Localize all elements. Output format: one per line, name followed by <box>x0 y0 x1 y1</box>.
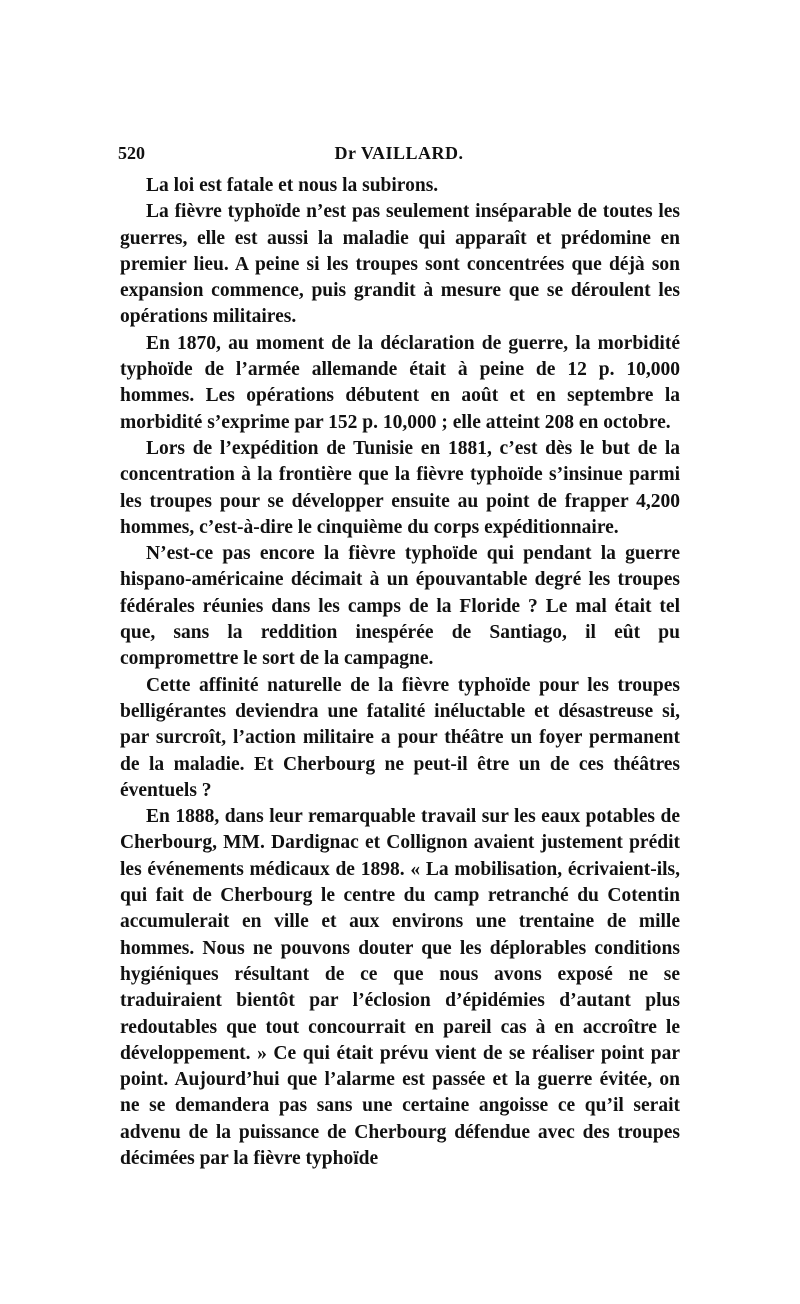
page-number: 520 <box>118 143 145 163</box>
running-head <box>118 143 680 169</box>
body-text <box>120 173 680 1172</box>
paragraph: En 1870, au moment de la déclaration de guerre, la morbidité typhoïde de l’armée allemande était à peine de 12 p. 10,000 hommes. Les opérations débutent en août et en septembre la morbidité s’exprime par 152 p. 10,000 ; elle atteint 208 en octobre. <box>120 332 680 433</box>
paragraph: La fièvre typhoïde n’est pas seulement inséparable de toutes les guerres, elle est aussi la maladie qui apparaît et prédomine en premier lieu. A peine si les troupes sont concentrées que déjà son expansion commence, puis grandit à mesure que se déroulent les opérations militaires. <box>120 201 680 328</box>
paragraph: La loi est fatale et nous la subirons. <box>146 175 439 196</box>
paragraph: Lors de l’expédition de Tunisie en 1881, c’est dès le but de la concentration à la frontière que la fièvre typhoïde s’insinue parmi les troupes pour se développer ensuite au point de frapper 4,200 hommes, c’est-à-dire le cinquième du corps expéditionnaire. <box>120 437 680 538</box>
paragraph: En 1888, dans leur remarquable travail sur les eaux potables de Cherbourg, MM. Dardignac et Collignon avaient justement prédit les événements médicaux de 1898. « La mobilisation, écrivaient-ils, qui fait de Cherbourg le centre du camp retranché du Cotentin accumulerait en ville et aux environs une trentaine de mille hommes. Nous ne pouvons douter que les déplorables conditions hygiéniques résultant de ce que nous avons exposé ne se traduiraient bientôt par l’éclosion d’épidémies d’autant plus redoutables que tout concourrait en pareil cas à en accroître le développement. » Ce qui était prévu vient de se réaliser point par point. Aujourd’hui que l’alarme est passée et la guerre évitée, on ne se demandera pas sans une certaine angoisse ce qu’il serait advenu de la puissance de Cherbourg défendue avec des troupes décimées par la fièvre typhoïde <box>120 806 680 1169</box>
running-title: Dr VAILLARD. <box>334 143 464 163</box>
paragraph: Cette affinité naturelle de la fièvre typhoïde pour les troupes belligérantes deviendra une fatalité inéluctable et désastreuse si, par surcroît, l’action militaire a pour théâtre un foyer permanent de la maladie. Et Cherbourg ne peut-il être un de ces théâtres éventuels ? <box>120 674 680 801</box>
paragraph: N’est-ce pas encore la fièvre typhoïde qui pendant la guerre hispano-américaine décimait à un épouvantable degré les troupes fédérales réunies dans les camps de la Floride ? Le mal était tel que, sans la reddition inespérée de Santiago, il eût pu compromettre le sort de la campagne. <box>120 543 680 670</box>
